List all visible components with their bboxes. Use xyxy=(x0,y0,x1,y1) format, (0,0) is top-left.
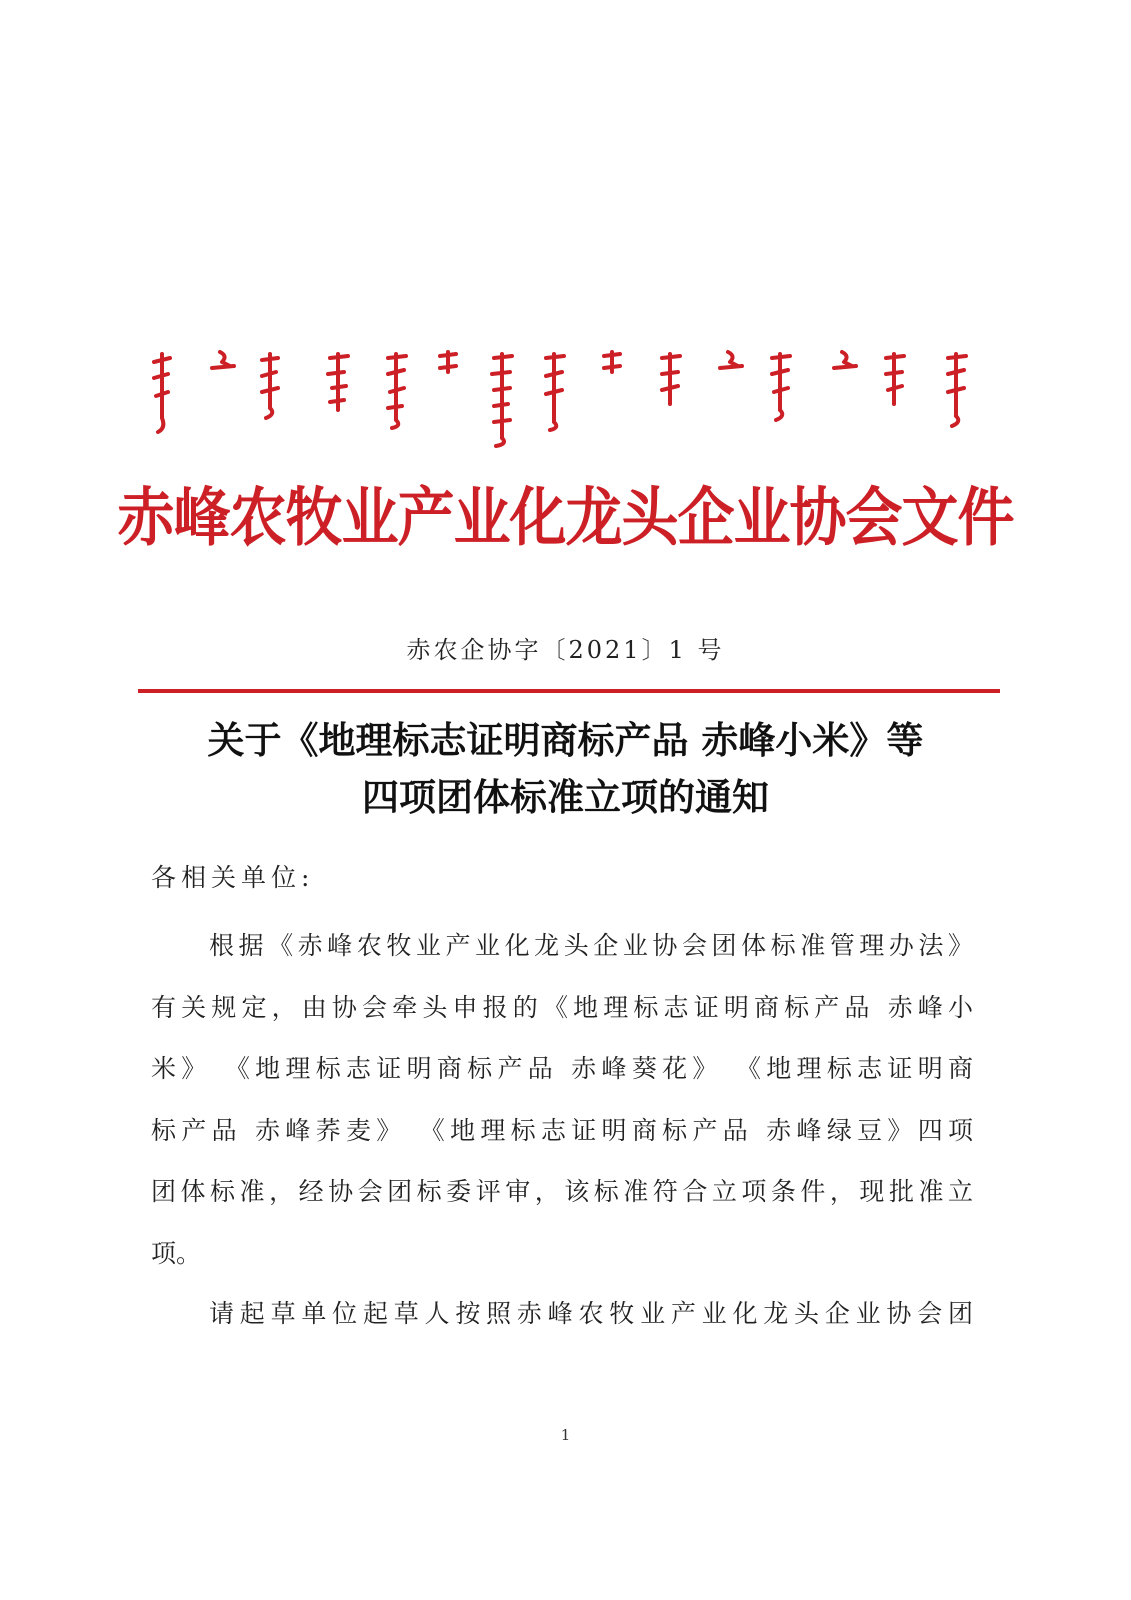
body-paragraph-1 xyxy=(151,915,973,1285)
notice-title-line: 关于《地理标志证明商标产品 赤峰小米》等 xyxy=(207,718,924,762)
salutation: 各相关单位: xyxy=(151,863,315,892)
mongolian-script-header xyxy=(150,348,980,448)
paragraph-line: 请起草单位起草人按照赤峰农牧业产业化龙头企业协会团 xyxy=(209,1299,973,1328)
masthead-title: 赤峰农牧业产业化龙头企业协会文件 xyxy=(117,481,1014,556)
paragraph-line: 米》 《地理标志证明商标产品 赤峰葵花》 《地理标志证明商 xyxy=(151,1054,973,1084)
paragraph-line: 团体标准，经协会团标委评审，该标准符合立项条件，现批准立 xyxy=(151,1177,973,1207)
notice-title xyxy=(0,712,1131,826)
paragraph-line: 根据《赤峰农牧业产业化龙头企业协会团体标准管理办法》 xyxy=(209,931,973,960)
notice-title-line: 四项团体标准立项的通知 xyxy=(362,775,769,819)
paragraph-line: 标产品 赤峰荞麦》 《地理标志证明商标产品 赤峰绿豆》四项 xyxy=(151,1115,973,1145)
paragraph-line: 有关规定，由协会牵头申报的《地理标志证明商标产品 赤峰小 xyxy=(151,992,973,1022)
red-divider-line xyxy=(138,689,1000,693)
page-number: 1 xyxy=(560,1426,571,1444)
body-paragraph-2 xyxy=(151,1283,973,1345)
paragraph-line: 项。 xyxy=(151,1238,202,1268)
document-number: 赤农企协字〔2021〕1 号 xyxy=(406,636,725,664)
